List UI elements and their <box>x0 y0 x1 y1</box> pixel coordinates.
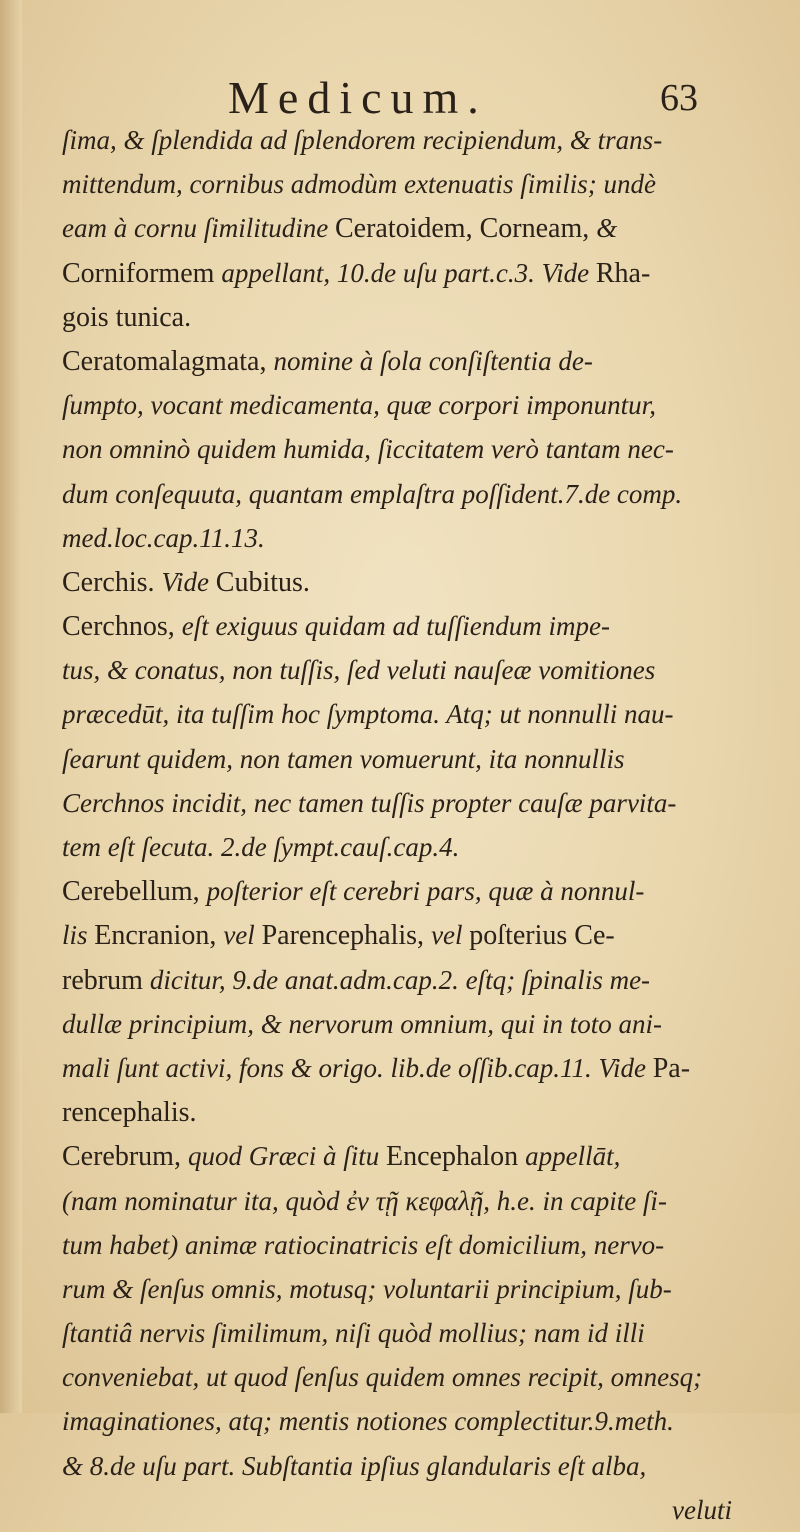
text-segment: med.loc.cap.11.13. <box>62 522 265 553</box>
text-segment: tum habet) animæ ratiocinatricis eſt domicilium, nervo- <box>62 1229 665 1260</box>
text-line <box>62 692 742 736</box>
text-segment: Ceratomalagmata, <box>62 345 274 377</box>
text-segment: ſtantiâ nervis ſimilimum, niſi quòd mollius; nam id illi <box>62 1318 645 1349</box>
text-segment: præcedūt, ita tuſſim hoc ſymptoma. Atq; ut nonnulli nau- <box>62 699 674 730</box>
text-segment: Ceratoidem, Corneam, <box>334 213 597 245</box>
text-segment: Cerebrum, <box>62 1141 188 1173</box>
text-segment: non omninò quidem humida, ſiccitatem verò tantam nec- <box>62 434 674 465</box>
text-segment: tus, & conatus, non tuſſis, ſed veluti nauſeæ vomitiones <box>62 655 656 686</box>
text-segment: nomine à ſola conſiſtentia de- <box>273 345 593 376</box>
text-segment: Cerchis. <box>62 566 162 598</box>
text-segment: (nam nominatur ita, quòd ἐν τῇ κεφαλῇ, h.e. in capite ſi- <box>62 1185 667 1216</box>
text-segment: vel <box>223 920 262 951</box>
text-line <box>62 206 742 250</box>
text-line <box>62 913 742 957</box>
text-segment: Cubitus. <box>215 566 310 598</box>
text-line <box>62 958 742 1002</box>
text-line <box>62 781 742 825</box>
text-line <box>62 251 742 295</box>
text-segment: tem eſt ſecuta. 2.de ſympt.cauſ.cap.4. <box>62 832 460 862</box>
text-segment: dicitur, 9.de anat.adm.cap.2. eſtq; ſpinalis me- <box>149 964 651 995</box>
text-line <box>62 1090 742 1134</box>
text-line <box>62 1267 742 1311</box>
text-segment: appellant, 10.de uſu part.c.3. Vide <box>221 257 596 288</box>
text-segment: gois tunica. <box>62 301 192 333</box>
text-segment: Pa- <box>652 1052 691 1084</box>
text-segment: Encephalon <box>385 1141 526 1173</box>
text-line <box>62 516 742 560</box>
text-line <box>62 1223 742 1267</box>
text-line <box>62 383 742 427</box>
text-line <box>62 1046 742 1090</box>
text-segment: poſterior eſt cerebri pars, quæ à nonnul- <box>206 876 645 907</box>
text-line <box>62 737 742 781</box>
text-line <box>62 604 742 648</box>
text-segment: appellāt, <box>525 1141 621 1172</box>
text-segment: Vide <box>161 566 216 597</box>
text-line <box>62 1399 742 1443</box>
text-segment: Corniformem <box>62 257 222 289</box>
text-segment: mali ſunt activi, fons & origo. lib.de oſſib.cap.11. Vide <box>62 1052 653 1083</box>
text-segment: vel <box>431 920 470 951</box>
text-segment: ſima, & ſplendida ad ſplendorem recipiendum, & trans- <box>62 125 663 155</box>
text-segment: dum conſequuta, quantam emplaſtra poſſident.7.de comp. <box>62 478 683 509</box>
text-line <box>62 472 742 516</box>
text-segment: Cerchnos incidit, nec tamen tuſſis propter cauſæ parvita- <box>62 787 677 818</box>
text-segment: rum & ſenſus omnis, motusq; voluntarii principium, ſub- <box>62 1273 672 1304</box>
text-segment: ſearunt quidem, non tamen vomuerunt, ita nonnullis <box>62 743 625 774</box>
running-head: Medicum. <box>228 72 488 123</box>
page-gutter <box>0 0 22 1413</box>
text-segment: eam à cornu ſimilitudine <box>62 213 335 244</box>
text-segment: conveniebat, ut quod ſenſus quidem omnes recipit, omnesq; <box>62 1362 703 1393</box>
text-line <box>62 427 742 471</box>
text-segment: & <box>596 213 618 244</box>
text-line <box>62 648 742 692</box>
text-line <box>62 1179 742 1223</box>
text-segment: eſt exiguus quidam ad tuſſiendum impe- <box>181 611 610 642</box>
text-line <box>62 162 742 206</box>
text-segment: veluti <box>672 1494 732 1525</box>
text-segment: rencephalis. <box>62 1097 197 1129</box>
text-segment: dullæ principium, & nervorum omnium, qui in toto ani- <box>62 1008 662 1039</box>
text-line <box>62 1311 742 1355</box>
text-segment: mittendum, cornibus admodùm extenuatis ſimilis; undè <box>62 169 656 200</box>
text-segment: Cerebellum, <box>62 876 207 908</box>
text-line <box>62 1355 742 1399</box>
text-segment: lis <box>62 920 95 951</box>
body-text <box>62 118 742 1532</box>
text-segment: quod Græci à ſitu <box>187 1141 386 1172</box>
text-line <box>62 1134 742 1178</box>
text-line <box>62 295 742 339</box>
text-line <box>62 560 742 604</box>
text-line <box>62 1488 742 1532</box>
text-line <box>62 118 742 162</box>
text-segment: Cerchnos, <box>62 611 182 643</box>
text-segment: & 8.de uſu part. Subſtantia ipſius glandularis eſt alba, <box>62 1450 647 1481</box>
text-segment: Rha- <box>595 257 651 289</box>
text-line <box>62 869 742 913</box>
text-line <box>62 339 742 383</box>
page-number: 63 <box>660 77 698 119</box>
text-segment: imaginationes, atq; mentis notiones complectitur.9.meth. <box>62 1406 674 1437</box>
text-line <box>62 825 742 869</box>
text-line <box>62 1444 742 1488</box>
text-segment: Encranion, <box>94 920 224 952</box>
text-segment: rebrum <box>62 964 150 996</box>
text-segment: Parencephalis, <box>261 920 432 952</box>
text-segment: poſterius Ce- <box>469 920 615 952</box>
text-line <box>62 1002 742 1046</box>
text-segment: ſumpto, vocant medicamenta, quæ corpori imponuntur, <box>62 390 656 421</box>
